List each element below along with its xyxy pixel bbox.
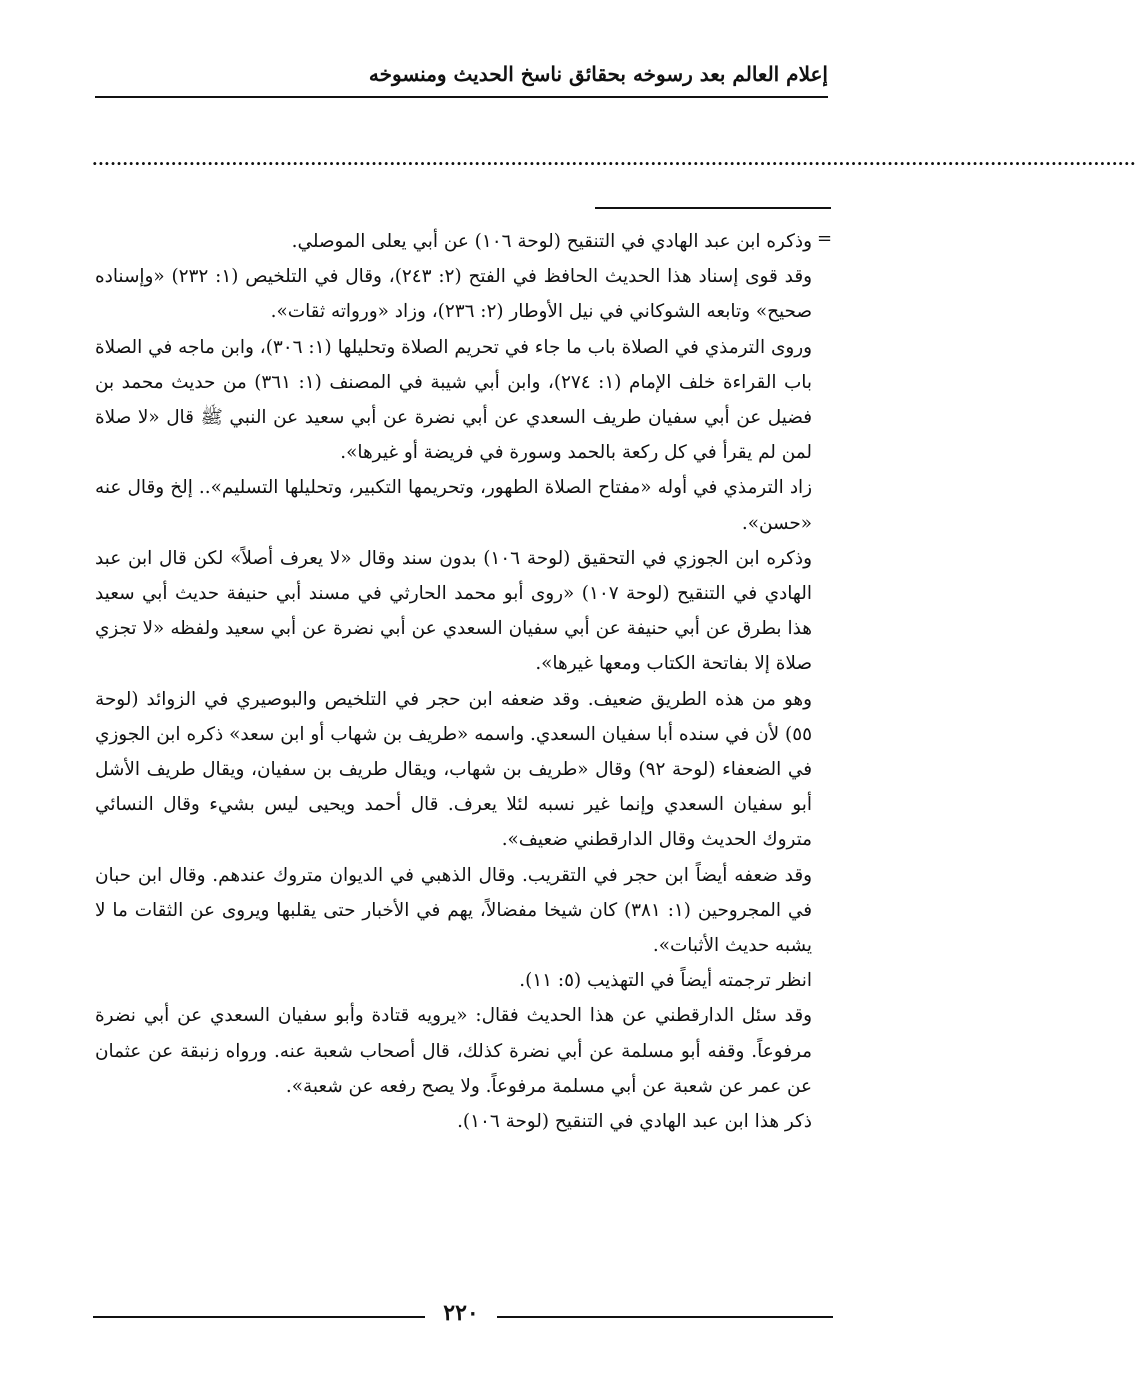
footnote-rule (595, 207, 831, 209)
footnote-paragraph: وروى الترمذي في الصلاة باب ما جاء في تحريم الصلاة وتحليلها (١: ٣٠٦)، وابن ماجه في الصلاة باب القراءة خلف الإمام (١: ٢٧٤)، وابن أبي شيبة في المصنف (١: ٣٦١) من حديث محمد بن فضيل عن أبي سفيان طريف السعدي عن أبي نضرة عن أبي سعيد عن النبي ﷺ قال «لا صلاة لمن لم يقرأ في كل ركعة بالحمد وسورة في فريضة أو غيرها». (95, 336, 812, 464)
footnote-paragraph: وقد ضعفه أيضاً ابن حجر في التقريب. وقال الذهبي في الديوان متروك عندهم. وقال ابن حبان في المجروحين (١: ٣٨١) كان شيخا مفضالاً، يهم في الأخبار حتى يقلبها ويروى عن الثقات ما لا يشبه حديث الأثبات». (95, 864, 812, 957)
footnote-paragraph: وهو من هذه الطريق ضعيف. وقد ضعفه ابن حجر في التلخيص والبوصيري في الزوائد (لوحة ٥٥) لأن في سنده أبا سفيان السعدي. واسمه «طريف بن شهاب أو ابن سعد» ذكره ابن الجوزي في الضعفاء (لوحة ٩٢) وقال «طريف بن شهاب، ويقال طريف بن سفيان، ويقال طريف الأشل أبو سفيان السعدي وإنما غير نسبه لئلا يعرف. قال أحمد ويحيى ليس بشيء وقال النسائي متروك الحديث وقال الدارقطني ضعيف». (95, 688, 812, 851)
footnote-text (95, 224, 812, 1139)
footnote-paragraph: زاد الترمذي في أوله «مفتاح الصلاة الطهور، وتحريمها التكبير، وتحليلها التسليم».. إلخ وقال عنه «حسن». (95, 477, 812, 534)
footnote-paragraph: انظر ترجمته أيضاً في التهذيب (٥: ١١). (519, 970, 812, 992)
footnote-continuation-mark: = (817, 228, 833, 249)
footnote-paragraph: وذكره ابن عبد الهادي في التنقيح (لوحة ١٠٦) عن أبي يعلى الموصلي. (291, 231, 812, 252)
footnote-paragraph: وذكره ابن الجوزي في التحقيق (لوحة ١٠٦) بدون سند وقال «لا يعرف أصلاً» لكن قال ابن عبد الهادي في التنقيح (لوحة ١٠٧) «روى أبو محمد الحارثي في مسند أبي حنيفة حديث أبي سعيد هذا بطرق عن أبي حنيفة عن أبي سفيان السعدي عن أبي نضرة عن أبي سعيد ولفظه «لا تجزي صلاة إلا بفاتحة الكتاب ومعها غيرها». (95, 547, 812, 675)
dotted-separator: ............................................................................................................................................................................ (92, 150, 1136, 169)
footer-rule-left (93, 1316, 425, 1318)
footnote-paragraph: وقد قوى إسناد هذا الحديث الحافظ في الفتح (٢: ٢٤٣)، وقال في التلخيص (١: ٢٣٢) «وإسناده صحيح» وتابعه الشوكاني في نيل الأوطار (٢: ٢٣٦)، وزاد «ورواته ثقات». (95, 266, 812, 323)
header-rule (95, 96, 828, 98)
running-header-title: إعلام العالم بعد رسوخه بحقائق ناسخ الحديث ومنسوخه (368, 62, 828, 86)
footnote-paragraph: ذكر هذا ابن عبد الهادي في التنقيح (لوحة ١٠٦). (457, 1111, 812, 1133)
page-number: ٢٢٠ (443, 1300, 479, 1326)
footnote-paragraph: وقد سئل الدارقطني عن هذا الحديث فقال: «يرويه قتادة وأبو سفيان السعدي عن أبي نضرة مرفوعاً. وقفه أبو مسلمة عن أبي نضرة كذلك، قال أصحاب شعبة عنه. ورواه زنبقة عن عثمان عن عمر عن شعبة عن أبي مسلمة مرفوعاً. ولا يصح رفعه عن شعبة». (95, 1005, 812, 1097)
footer-rule-right (497, 1316, 833, 1318)
